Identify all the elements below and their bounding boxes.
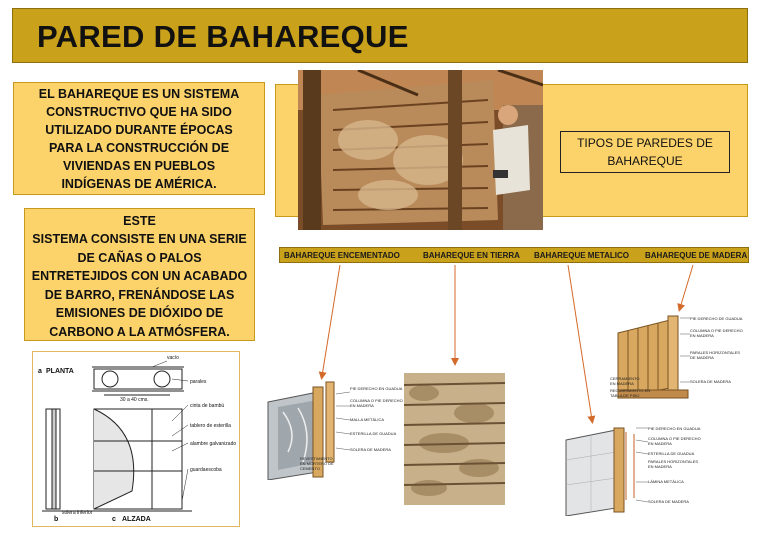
madera-illustration [610,308,750,404]
system-text: SISTEMA CONSISTE EN UNA SERIE DE CAÑAS O PALOS ENTRETEJIDOS CON UN ACABADO DE BARRO, FRENÁNDOSE LAS EMISIONES DE DIÓXIDO DE CARBONO A LA ATMÓSFERA. [31,232,248,339]
category-metalico: BAHAREQUE METALICO [534,251,629,260]
encementado-illustration [258,372,403,480]
svg-text:DE MADERA: DE MADERA [690,355,714,360]
svg-text:MALLA METÁLICA: MALLA METÁLICA [350,417,385,422]
types-label: TIPOS DE PAREDES DE BAHAREQUE [577,136,713,168]
svg-text:EN MADERA: EN MADERA [350,403,374,408]
svg-text:ESTERILLA DE GUADUA: ESTERILLA DE GUADUA [350,431,397,436]
svg-text:COLUMNA O PIE DERECHO: COLUMNA O PIE DERECHO [690,328,743,333]
category-encementado: BAHAREQUE ENCEMENTADO [284,251,400,260]
category-madera: BAHAREQUE DE MADERA [645,251,748,260]
svg-text:CEMENTO: CEMENTO [300,466,320,471]
svg-text:PIE DERECHO DE GUADUA: PIE DERECHO DE GUADUA [690,316,743,321]
callout-cinta: cinta de bambú [190,403,225,409]
svg-text:ESTERILLA DE GUADUA: ESTERILLA DE GUADUA [648,451,695,456]
callout-tablero: tablero de esterilla [190,423,231,429]
label-a: a [38,368,42,375]
svg-text:COLUMNA O PIE DERECHO: COLUMNA O PIE DERECHO [350,398,403,403]
svg-text:SOLERA DE MADERA: SOLERA DE MADERA [350,447,391,452]
callout-alambre: alambre galvanizado [190,441,237,447]
svg-text:EN MADERA: EN MADERA [648,441,672,446]
label-alzada: ALZADA [122,516,151,523]
svg-text:RECUBRIMIENTO EN: RECUBRIMIENTO EN [610,388,651,393]
svg-text:SOLERA DE MADERA: SOLERA DE MADERA [690,379,731,384]
svg-text:a [38,368,42,375]
svg-text:PARALES HORIZONTALES: PARALES HORIZONTALES [690,350,741,355]
svg-text:LÁMINA METÁLICA: LÁMINA METÁLICA [648,479,684,484]
tierra-photo [404,373,505,505]
svg-text:EN MADERA: EN MADERA [610,381,634,386]
dimension-label: 30 a 40 cms. [120,397,149,403]
label-b: b [54,516,59,523]
page-title: PARED DE BAHAREQUE [37,19,409,54]
label-planta: PLANTA [46,368,74,375]
callout-guardaescoba: guardaescoba [190,467,222,473]
svg-text:COLUMNA O PIE DERECHO: COLUMNA O PIE DERECHO [648,436,701,441]
system-text-heading: ESTE [123,214,156,228]
category-tierra: BAHAREQUE EN TIERRA [423,251,520,260]
svg-text:EN MADERA: EN MADERA [690,333,714,338]
callout-solera: solera inferior [62,510,93,516]
callout-parales: parales [190,379,207,385]
svg-text:TABLA DE PISO: TABLA DE PISO [610,393,640,398]
svg-text:PIE DERECHO EN GUADUA: PIE DERECHO EN GUADUA [648,426,701,431]
metalico-illustration [556,420,716,516]
svg-text:PARALES HORIZONTALES: PARALES HORIZONTALES [648,459,699,464]
svg-text:EN MORTERO DE: EN MORTERO DE [300,461,334,466]
bahareque-plan-diagram [32,351,240,527]
callout-vacio: vacío [167,355,179,361]
svg-text:SOLERA DE MADERA: SOLERA DE MADERA [648,499,689,504]
svg-text:REVESTIMIENTO: REVESTIMIENTO [300,456,333,461]
intro-text: EL BAHAREQUE ES UN SISTEMA CONSTRUCTIVO QUE HA SIDO UTILIZADO DURANTE ÉPOCAS PARA LA CONSTRUCCIÓN DE VIVIENDAS EN PUEBLOS INDÍGENAS DE AMÉRICA. [38,87,240,191]
label-c: c [112,516,116,523]
svg-text:EN MADERA: EN MADERA [648,464,672,469]
svg-text:CERRAMIENTO: CERRAMIENTO [610,376,640,381]
svg-text:PIE DERECHO EN GUADUA: PIE DERECHO EN GUADUA [350,386,403,391]
